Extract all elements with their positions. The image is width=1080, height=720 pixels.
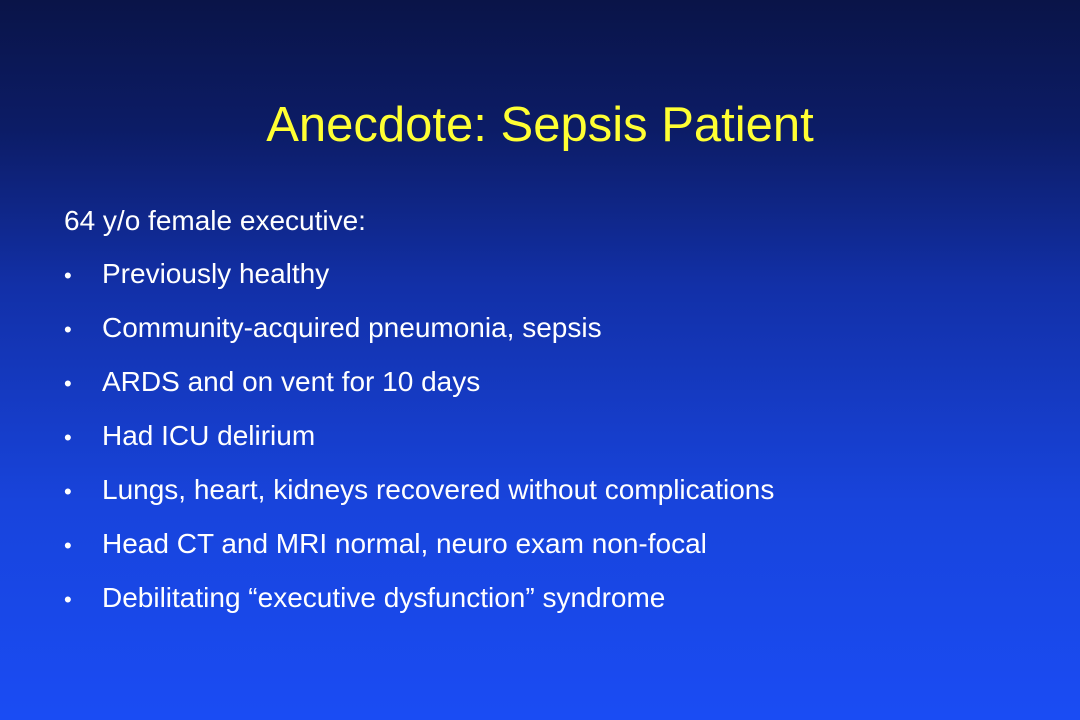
bullet-item [64,526,774,580]
bullet-text: ARDS and on vent for 10 days [102,366,481,397]
bullet-item [64,418,774,472]
bullet-icon: • [64,479,72,504]
bullet-text: Lungs, heart, kidneys recovered without complications [102,474,775,505]
bullet-item [64,364,774,418]
bullet-item [64,310,774,364]
bullet-text: Debilitating “executive dysfunction” syndrome [102,582,666,613]
bullet-text: Community-acquired pneumonia, sepsis [102,312,602,343]
slide-title: Anecdote: Sepsis Patient [266,98,814,152]
bullet-item [64,472,774,526]
bullet-text: Previously healthy [102,258,330,289]
bullet-icon: • [64,371,72,396]
bullet-item [64,256,774,310]
bullet-text: Head CT and MRI normal, neuro exam non-focal [102,528,707,559]
bullet-list [64,256,774,634]
bullet-icon: • [64,263,72,288]
bullet-icon: • [64,317,72,342]
bullet-icon: • [64,533,72,558]
intro-text: 64 y/o female executive: [64,205,366,236]
bullet-icon: • [64,587,72,612]
bullet-text: Had ICU delirium [102,420,316,451]
bullet-icon: • [64,425,72,450]
bullet-item [64,580,774,634]
